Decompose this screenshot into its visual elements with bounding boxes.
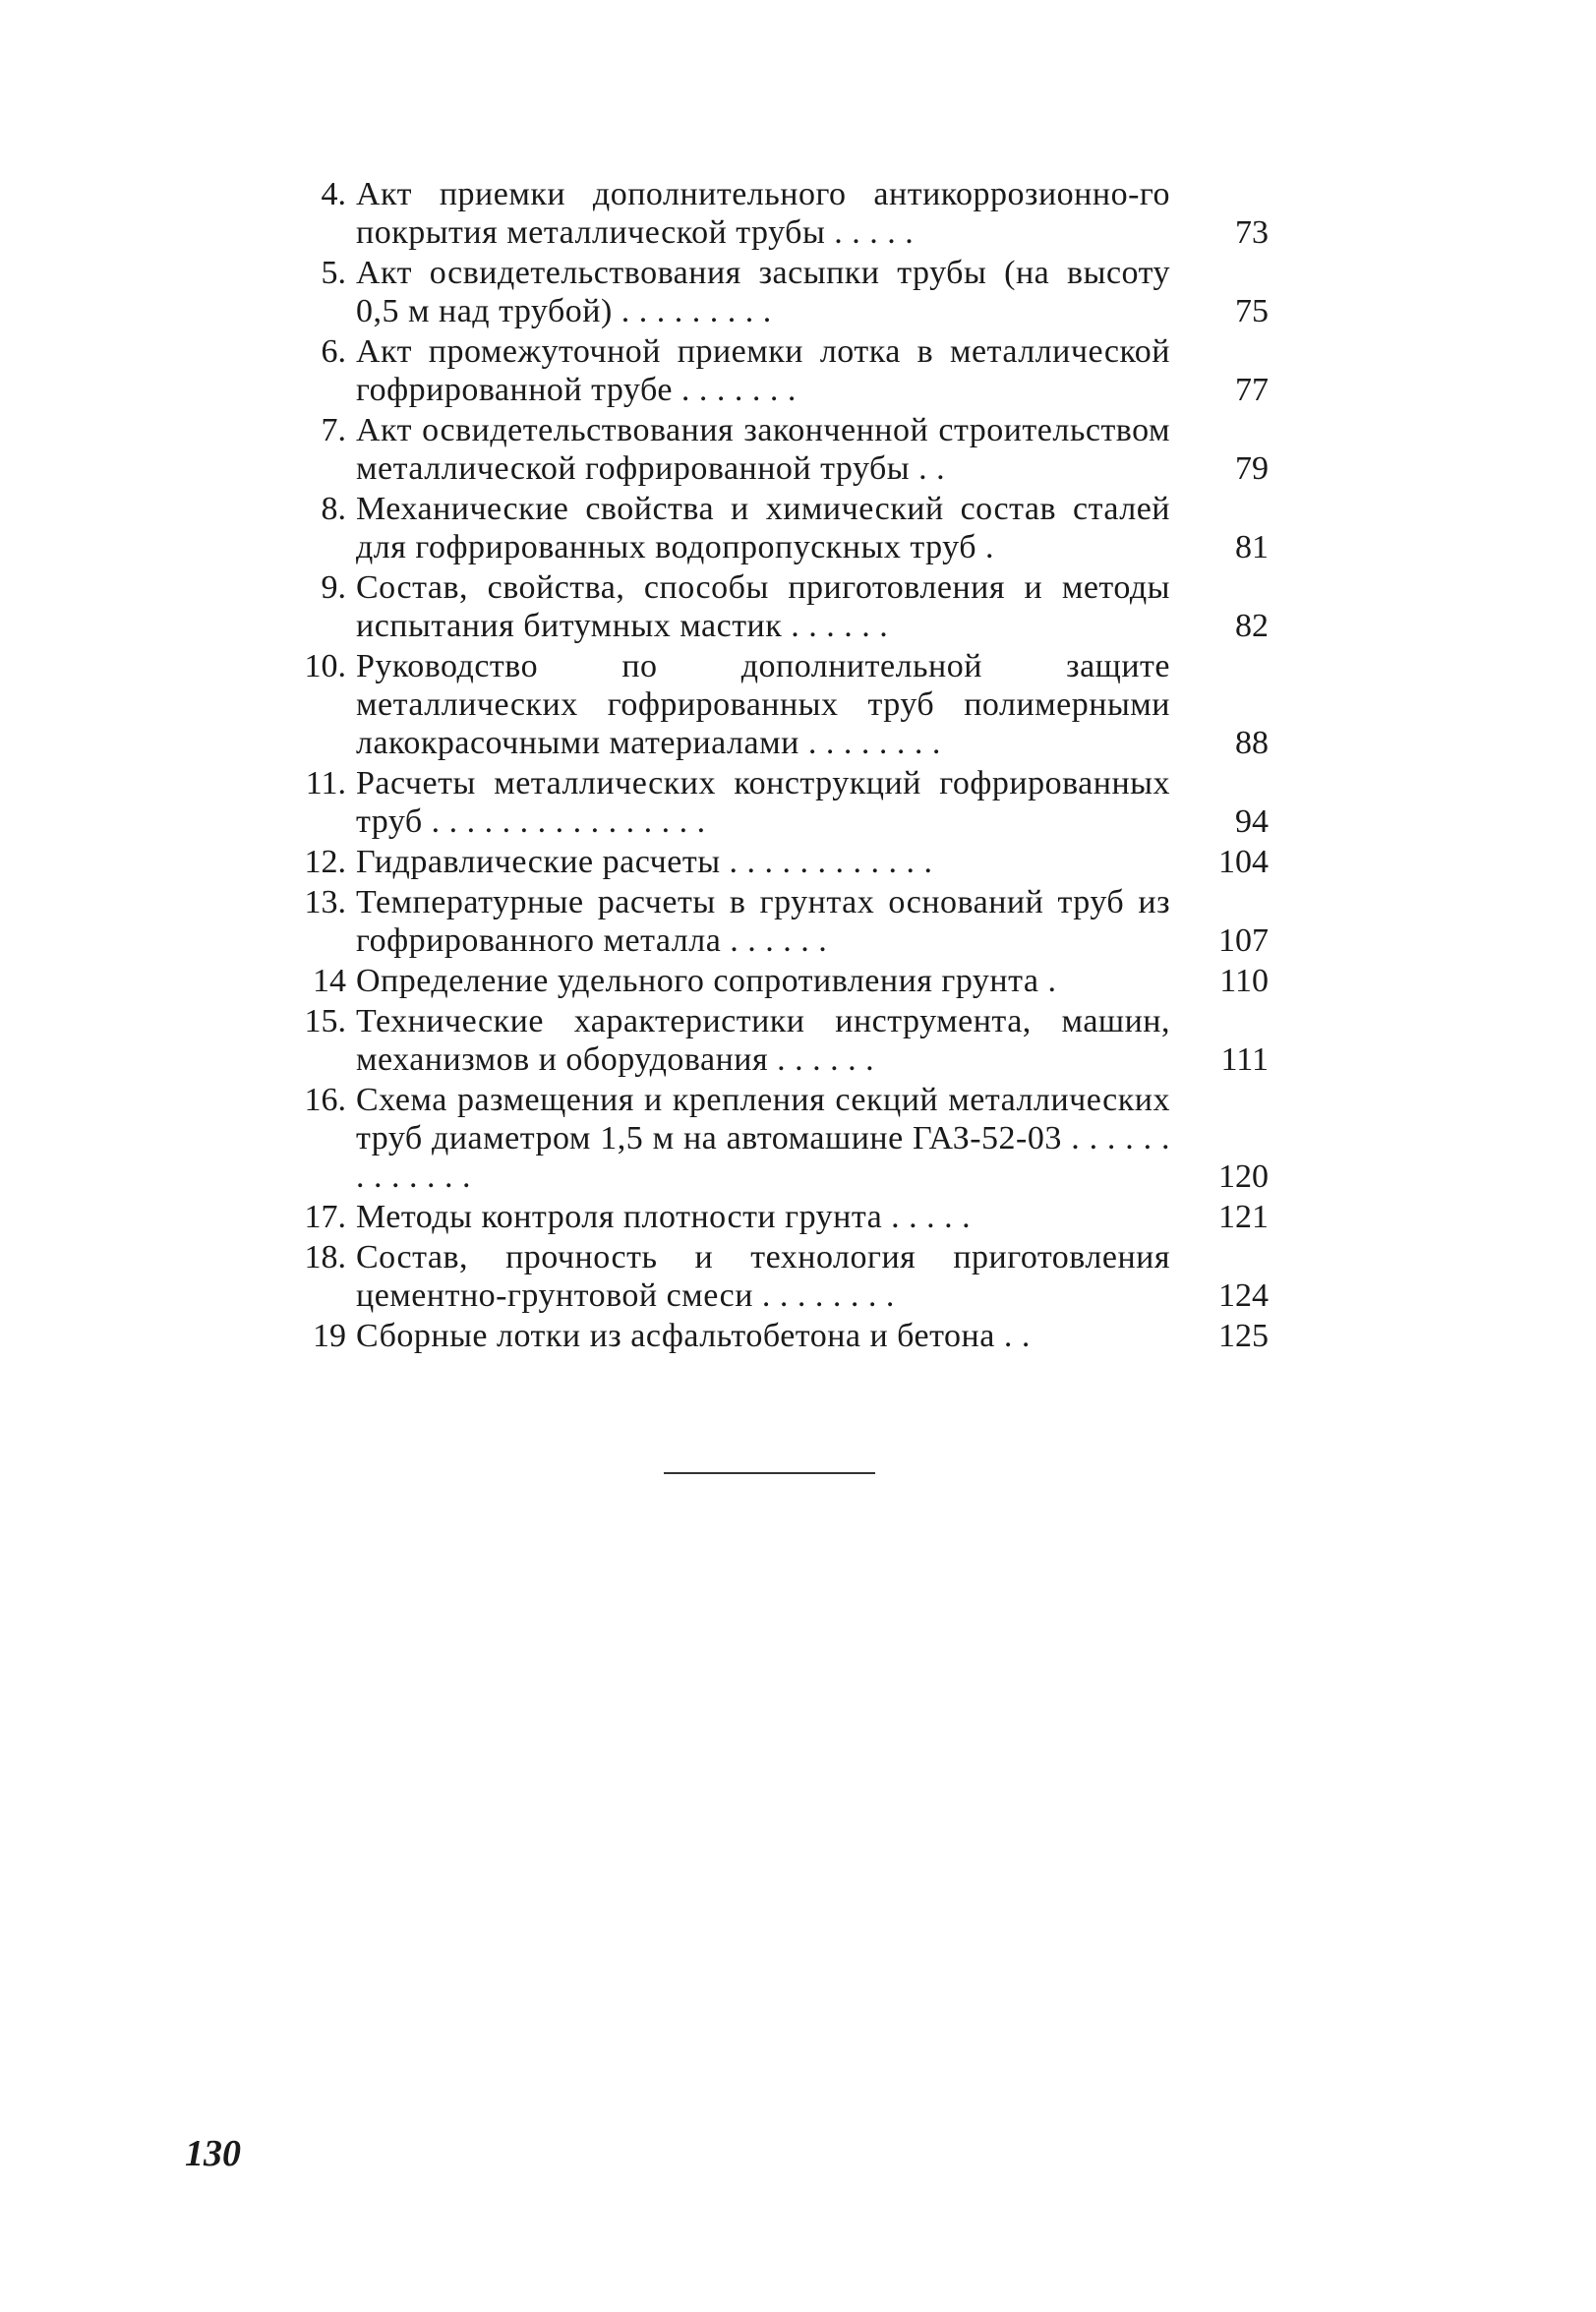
section-divider <box>664 1472 875 1474</box>
toc-entry-page: 107 <box>1218 922 1269 959</box>
toc-entry-page: 111 <box>1220 1041 1269 1078</box>
toc-entry-number: 11. <box>305 765 346 801</box>
toc-entry-title: Состав, свойства, способы приготовления и методы испытания битумных мастик . . . . . . <box>356 569 1170 644</box>
toc-entry-number: 12. <box>304 844 346 880</box>
toc-entry-number: 5. <box>321 255 346 291</box>
toc-entry-number: 13. <box>304 884 346 920</box>
toc-entry-title: Акт освидетельствования засыпки трубы (на высоту 0,5 м над трубой) . . . . . . . . . <box>356 255 1170 329</box>
toc-entry-8 <box>285 490 1269 566</box>
toc-entry-page: 120 <box>1218 1158 1269 1195</box>
toc-entry-13 <box>285 883 1269 960</box>
toc-entry-page: 124 <box>1218 1277 1269 1314</box>
toc-entry-number: 15. <box>304 1003 346 1039</box>
toc-entry-number: 4. <box>321 176 346 212</box>
toc-entry-title: Сборные лотки из асфальтобетона и бетона . . <box>356 1318 1031 1354</box>
toc-entry-page: 81 <box>1235 529 1269 565</box>
toc-entry-number: 16. <box>304 1082 346 1118</box>
toc-entry-number: 10. <box>304 648 346 684</box>
toc-entry-11 <box>285 764 1269 841</box>
toc-entry-title: Схема размещения и крепления секций металлических труб диаметром 1,5 м на автомашине ГАЗ-52-03 . . . . . . . . . . . . . <box>356 1082 1170 1195</box>
toc-entry-16 <box>285 1081 1269 1196</box>
toc-entry-title: Руководство по дополнительной защите металлических гофрированных труб полимерными лакокрасочными материалами . . . . . . . . <box>356 648 1170 761</box>
toc-entry-4 <box>285 175 1269 252</box>
toc-entry-17 <box>285 1198 1269 1236</box>
toc-entry-number: 9. <box>321 569 346 606</box>
toc-entry-title: Механические свойства и химический состав сталей для гофрированных водопропускных труб . <box>356 491 1170 565</box>
toc-entry-7 <box>285 411 1269 488</box>
toc-entry-5 <box>285 254 1269 330</box>
toc-entry-title: Определение удельного сопротивления грунта . <box>356 963 1057 999</box>
toc-entry-page: 75 <box>1235 293 1269 329</box>
toc-entry-page: 73 <box>1235 214 1269 251</box>
toc-entry-page: 94 <box>1235 803 1269 840</box>
toc-entry-title: Технические характеристики инструмента, машин, механизмов и оборудования . . . . . . <box>356 1003 1170 1078</box>
toc-entry-title: Расчеты металлических конструкций гофрированных труб . . . . . . . . . . . . . . . . <box>356 765 1170 840</box>
toc-entry-title: Гидравлические расчеты . . . . . . . . . . . . <box>356 844 933 880</box>
toc-entry-number: 14 <box>313 963 346 999</box>
toc-entry-number: 7. <box>321 412 346 448</box>
toc-entry-page: 104 <box>1218 844 1269 880</box>
toc-entry-page: 77 <box>1235 372 1269 408</box>
toc-entry-number: 17. <box>304 1199 346 1235</box>
toc-entry-page: 88 <box>1235 725 1269 761</box>
toc-entry-title: Акт промежуточной приемки лотка в металлической гофрированной трубе . . . . . . . <box>356 333 1170 408</box>
toc-entry-page: 125 <box>1218 1318 1269 1354</box>
toc-entry-10 <box>285 647 1269 762</box>
toc-entry-12 <box>285 843 1269 881</box>
toc-entry-title: Методы контроля плотности грунта . . . . . <box>356 1199 972 1235</box>
toc-entry-18 <box>285 1238 1269 1315</box>
toc-entry-title: Состав, прочность и технология приготовления цементно-грунтовой смеси . . . . . . . . <box>356 1239 1170 1314</box>
toc-entry-14 <box>285 962 1269 1000</box>
toc-entry-page: 110 <box>1219 963 1269 999</box>
toc-entry-9 <box>285 568 1269 645</box>
toc-entry-15 <box>285 1002 1269 1079</box>
toc-entry-page: 82 <box>1235 608 1269 644</box>
toc-entry-title: Температурные расчеты в грунтах оснований труб из гофрированного металла . . . . . . <box>356 884 1170 959</box>
toc-entry-title: Акт приемки дополнительного антикоррозионно-го покрытия металлической трубы . . . . . <box>356 176 1170 251</box>
toc-entry-number: 6. <box>321 333 346 370</box>
page-number: 130 <box>185 2133 241 2174</box>
toc-entry-19 <box>285 1317 1269 1355</box>
toc-entry-page: 121 <box>1218 1199 1269 1235</box>
toc-entry-6 <box>285 332 1269 409</box>
table-of-contents <box>285 175 1269 1357</box>
toc-entry-number: 19 <box>313 1318 346 1354</box>
toc-entry-page: 79 <box>1235 450 1269 487</box>
toc-entry-number: 8. <box>321 491 346 527</box>
toc-entry-number: 18. <box>304 1239 346 1275</box>
toc-entry-title: Акт освидетельствования законченной строительством металлической гофрированной трубы . . <box>356 412 1170 487</box>
